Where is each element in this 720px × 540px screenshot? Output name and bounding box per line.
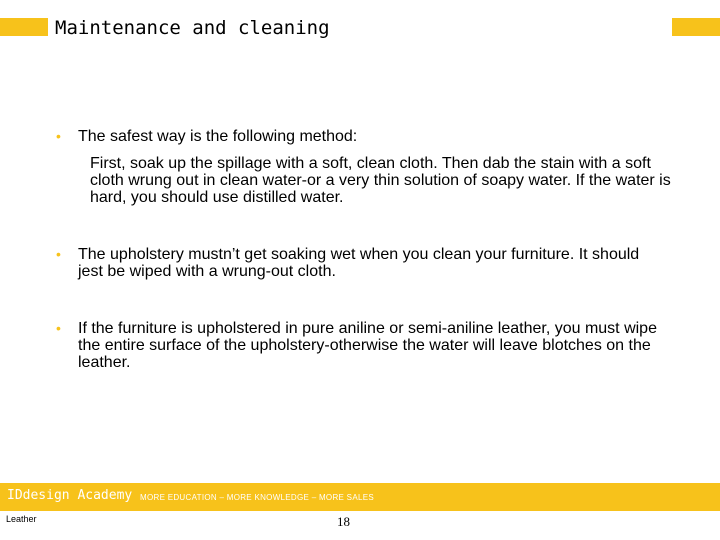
brand-name: IDdesign Academy bbox=[7, 488, 133, 503]
bullet-item bbox=[56, 246, 666, 280]
footer-bar bbox=[0, 483, 720, 511]
title-accent-bar-left bbox=[0, 18, 48, 36]
bullet-item bbox=[56, 128, 666, 145]
bullet-item bbox=[56, 320, 666, 371]
bullet-icon: • bbox=[56, 320, 61, 336]
bullet-text: If the furniture is upholstered in pure aniline or semi-aniline leather, you must wipe the entire surface of the upholstery-otherwise the water will leave blotches on the leather. bbox=[78, 320, 657, 371]
page-number: 18 bbox=[337, 514, 350, 529]
bullet-text: The upholstery mustn’t get soaking wet when you clean your furniture. It should jest be wiped with a wrung-out cloth. bbox=[78, 246, 640, 280]
footer-section-label: Leather bbox=[6, 514, 37, 524]
bullet-text: The safest way is the following method: bbox=[78, 128, 358, 145]
brand-slogan: MORE EDUCATION – MORE KNOWLEDGE – MORE SALES bbox=[140, 493, 374, 502]
slide-title: Maintenance and cleaning bbox=[55, 17, 330, 39]
bullet-subtext: First, soak up the spillage with a soft, clean cloth. Then dab the stain with a soft cloth wrung out in clean water-or a very thin solution of soapy water. If the water is hard, you should use distilled water. bbox=[90, 155, 671, 206]
bullet-icon: • bbox=[56, 246, 61, 262]
title-accent-bar-right bbox=[672, 18, 720, 36]
bullet-icon: • bbox=[56, 128, 61, 144]
